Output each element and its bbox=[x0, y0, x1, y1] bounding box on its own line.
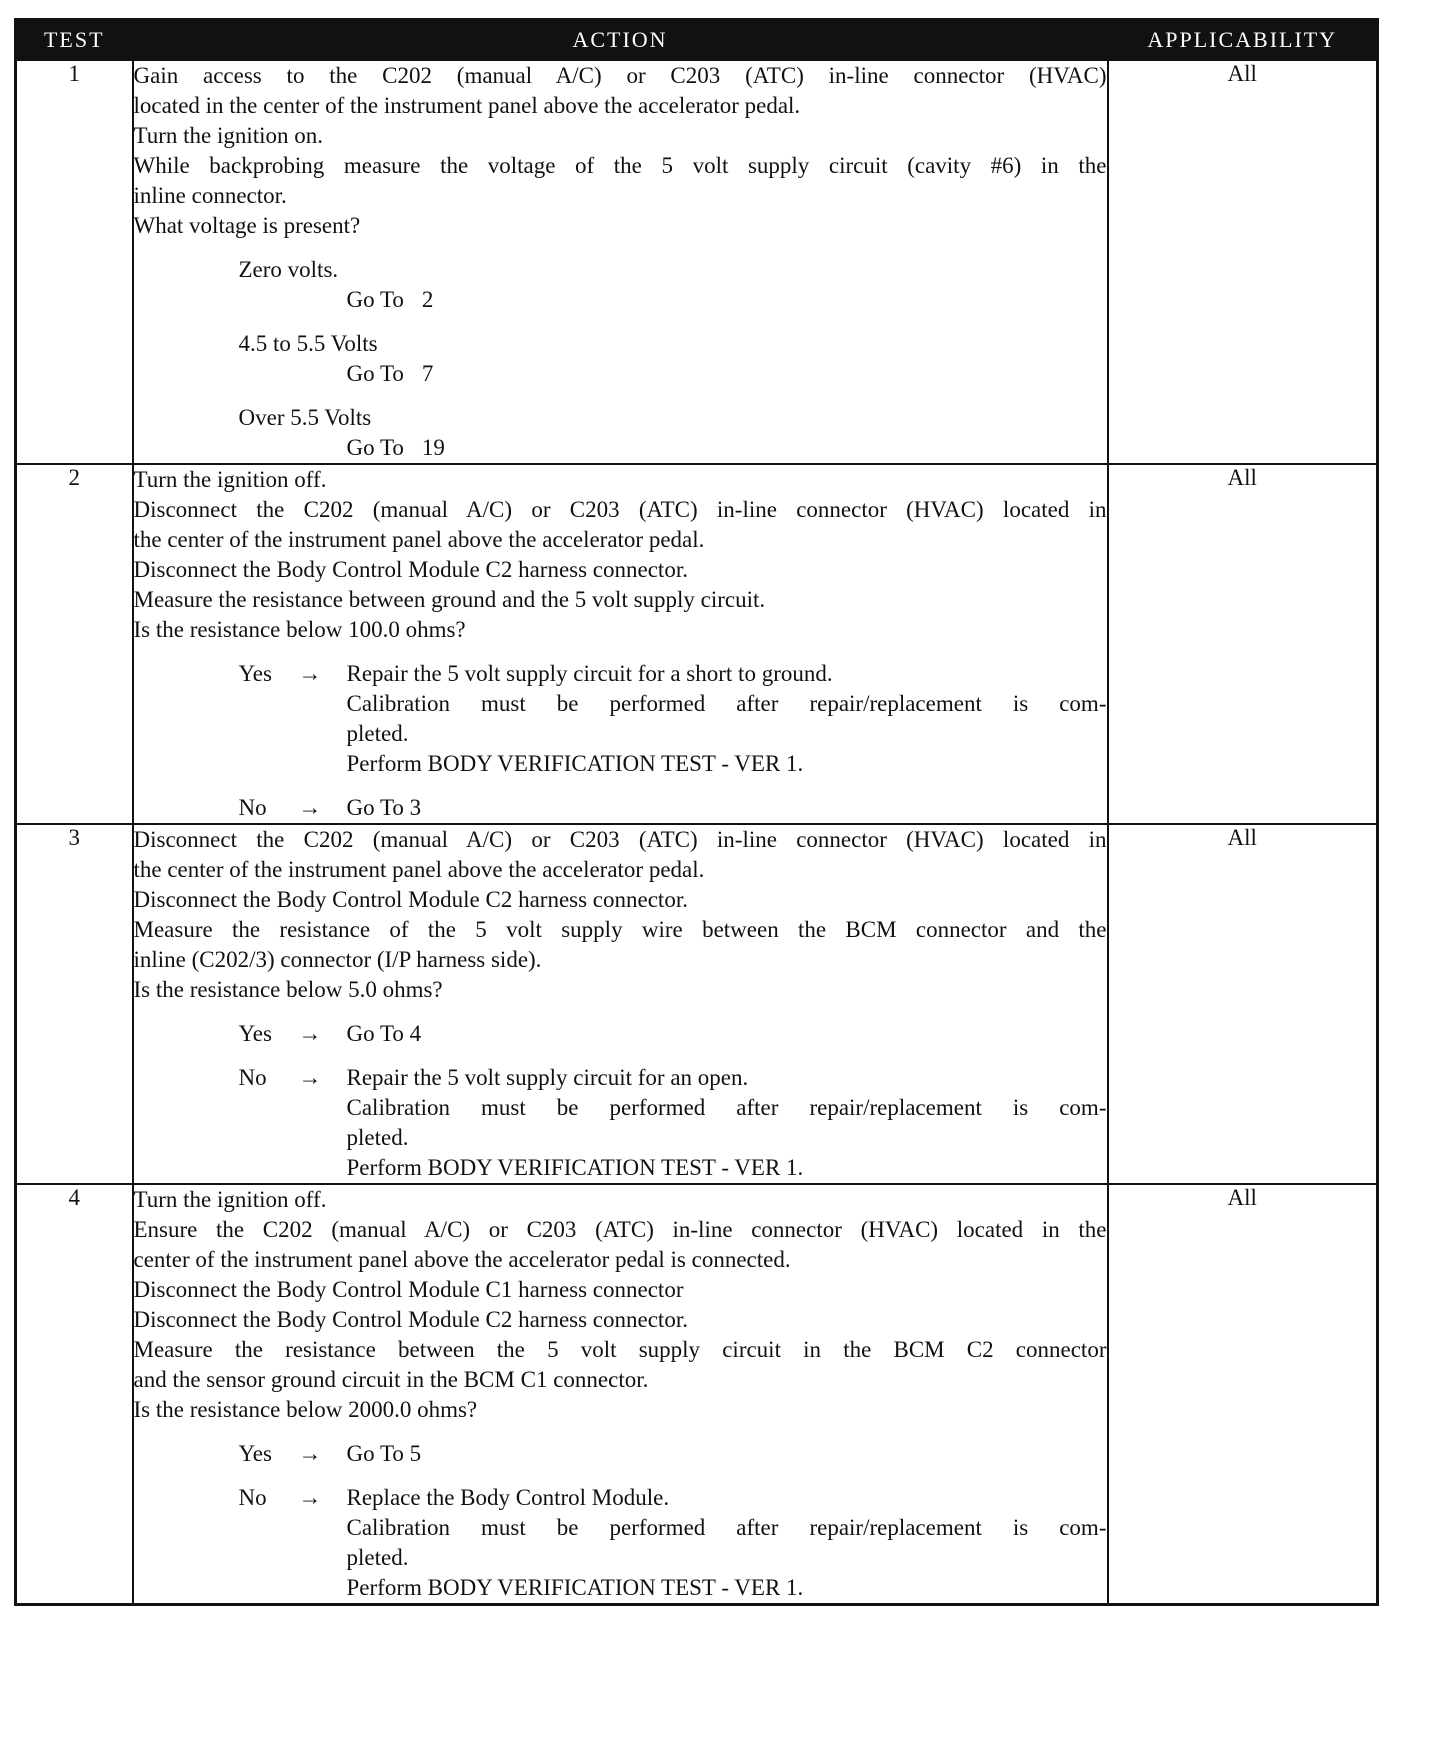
arrow-icon: → bbox=[298, 1485, 322, 1510]
branch-body bbox=[347, 1019, 1107, 1049]
result-branch bbox=[239, 1063, 1107, 1183]
action-line: What voltage is present? bbox=[133, 213, 361, 238]
action-line: Disconnect the C202 (manual A/C) or C203 (ATC) in-line connector (HVAC) located in bbox=[133, 827, 1107, 852]
arrow-icon: → bbox=[298, 1441, 322, 1466]
answer-option bbox=[239, 403, 1107, 463]
branch-line: Go To 3 bbox=[346, 795, 422, 820]
branch-body bbox=[347, 1439, 1107, 1469]
arrow-icon: → bbox=[298, 795, 322, 820]
action-line: Turn the ignition off. bbox=[133, 467, 327, 492]
action-line: Is the resistance below 2000.0 ohms? bbox=[133, 1397, 478, 1422]
option-goto bbox=[239, 433, 1107, 463]
action-line: the center of the instrument panel above the accelerator pedal. bbox=[133, 857, 705, 882]
branch-line: Calibration must be performed after repair/replacement is com- bbox=[346, 1515, 1107, 1540]
branch-body bbox=[347, 659, 1107, 779]
goto-target: 2 bbox=[421, 287, 434, 312]
table-header-row bbox=[16, 20, 1378, 61]
action-line: center of the instrument panel above the accelerator pedal is connected. bbox=[133, 1247, 791, 1272]
arrow-icon: → bbox=[298, 1065, 322, 1090]
answer-option bbox=[239, 329, 1107, 389]
option-label: Zero volts. bbox=[238, 257, 339, 282]
test-number: 1 bbox=[16, 60, 133, 464]
header-test: TEST bbox=[16, 20, 133, 61]
branch-line: pleted. bbox=[346, 1125, 409, 1150]
branch-line: Calibration must be performed after repair/replacement is com- bbox=[346, 1095, 1107, 1120]
branch-line: pleted. bbox=[346, 721, 409, 746]
applicability-cell: All bbox=[1108, 1184, 1378, 1605]
applicability-cell: All bbox=[1108, 824, 1378, 1184]
action-line: Disconnect the Body Control Module C2 harness connector. bbox=[133, 557, 688, 582]
arrow-icon: → bbox=[298, 661, 322, 686]
test-number: 2 bbox=[16, 464, 133, 824]
branch-key: Yes bbox=[238, 661, 272, 686]
goto-label: Go To bbox=[346, 361, 404, 386]
action-line: Disconnect the Body Control Module C2 harness connector. bbox=[133, 887, 688, 912]
test-number: 3 bbox=[16, 824, 133, 1184]
branch-line: Perform BODY VERIFICATION TEST - VER 1. bbox=[346, 1575, 804, 1600]
action-line: While backprobing measure the voltage of the 5 volt supply circuit (cavity #6) in the bbox=[133, 153, 1107, 178]
branch-body bbox=[347, 1483, 1107, 1603]
branch-line: Perform BODY VERIFICATION TEST - VER 1. bbox=[346, 751, 804, 776]
action-cell bbox=[133, 464, 1108, 824]
branch-body bbox=[347, 793, 1107, 823]
branch-key: No bbox=[238, 795, 267, 820]
table-row bbox=[16, 824, 1378, 1184]
action-cell bbox=[133, 824, 1108, 1184]
option-goto bbox=[239, 359, 1107, 389]
action-line: Turn the ignition on. bbox=[133, 123, 324, 148]
action-line: inline connector. bbox=[133, 183, 287, 208]
action-line: Ensure the C202 (manual A/C) or C203 (ATC) in-line connector (HVAC) located in the bbox=[133, 1217, 1107, 1242]
action-line: Is the resistance below 5.0 ohms? bbox=[133, 977, 443, 1002]
result-branches bbox=[134, 1439, 1107, 1603]
option-label: Over 5.5 Volts bbox=[238, 405, 372, 430]
applicability-cell: All bbox=[1108, 60, 1378, 464]
branch-line: Repair the 5 volt supply circuit for an open. bbox=[346, 1065, 749, 1090]
table-row bbox=[16, 1184, 1378, 1605]
result-branch bbox=[239, 659, 1107, 779]
result-branch bbox=[239, 793, 1107, 823]
action-line: inline (C202/3) connector (I/P harness side). bbox=[133, 947, 542, 972]
action-line: the center of the instrument panel above the accelerator pedal. bbox=[133, 527, 705, 552]
branch-body bbox=[347, 1063, 1107, 1183]
goto-label: Go To bbox=[346, 435, 404, 460]
branch-line: Go To 5 bbox=[346, 1441, 422, 1466]
table-row bbox=[16, 464, 1378, 824]
result-branches bbox=[134, 659, 1107, 823]
action-line: Measure the resistance between the 5 volt supply circuit in the BCM C2 connector bbox=[133, 1337, 1107, 1362]
branch-line: Perform BODY VERIFICATION TEST - VER 1. bbox=[346, 1155, 804, 1180]
action-cell bbox=[133, 60, 1108, 464]
result-branch bbox=[239, 1019, 1107, 1049]
option-goto bbox=[239, 285, 1107, 315]
action-line: Disconnect the Body Control Module C2 harness connector. bbox=[133, 1307, 688, 1332]
branch-line: Repair the 5 volt supply circuit for a short to ground. bbox=[346, 661, 833, 686]
branch-key: Yes bbox=[238, 1441, 272, 1466]
branch-key: No bbox=[238, 1065, 267, 1090]
applicability-cell: All bbox=[1108, 464, 1378, 824]
branch-key: Yes bbox=[238, 1021, 272, 1046]
branch-key: No bbox=[238, 1485, 267, 1510]
action-line: Turn the ignition off. bbox=[133, 1187, 327, 1212]
action-line: and the sensor ground circuit in the BCM C1 connector. bbox=[133, 1367, 649, 1392]
branch-line: pleted. bbox=[346, 1545, 409, 1570]
action-line: Measure the resistance between ground and the 5 volt supply circuit. bbox=[133, 587, 766, 612]
table-row bbox=[16, 60, 1378, 464]
branch-line: Replace the Body Control Module. bbox=[346, 1485, 670, 1510]
answer-options bbox=[134, 255, 1107, 463]
table-body bbox=[16, 60, 1378, 1605]
header-action: ACTION bbox=[133, 20, 1108, 61]
branch-line: Calibration must be performed after repair/replacement is com- bbox=[346, 691, 1107, 716]
goto-label: Go To bbox=[346, 287, 404, 312]
action-cell bbox=[133, 1184, 1108, 1605]
branch-line: Go To 4 bbox=[346, 1021, 422, 1046]
action-line: Measure the resistance of the 5 volt supply wire between the BCM connector and the bbox=[133, 917, 1107, 942]
goto-target: 7 bbox=[421, 361, 434, 386]
answer-option bbox=[239, 255, 1107, 315]
option-label: 4.5 to 5.5 Volts bbox=[238, 331, 378, 356]
goto-target: 19 bbox=[421, 435, 445, 460]
diagnostic-test-table bbox=[14, 18, 1379, 1606]
result-branches bbox=[134, 1019, 1107, 1183]
arrow-icon: → bbox=[298, 1021, 322, 1046]
result-branch bbox=[239, 1439, 1107, 1469]
result-branch bbox=[239, 1483, 1107, 1603]
header-applicability: APPLICABILITY bbox=[1108, 20, 1378, 61]
action-line: Gain access to the C202 (manual A/C) or C203 (ATC) in-line connector (HVAC) bbox=[133, 63, 1107, 88]
test-number: 4 bbox=[16, 1184, 133, 1605]
action-line: located in the center of the instrument panel above the accelerator pedal. bbox=[133, 93, 801, 118]
action-line: Is the resistance below 100.0 ohms? bbox=[133, 617, 466, 642]
action-line: Disconnect the Body Control Module C1 harness connector bbox=[133, 1277, 684, 1302]
action-line: Disconnect the C202 (manual A/C) or C203 (ATC) in-line connector (HVAC) located in bbox=[133, 497, 1107, 522]
